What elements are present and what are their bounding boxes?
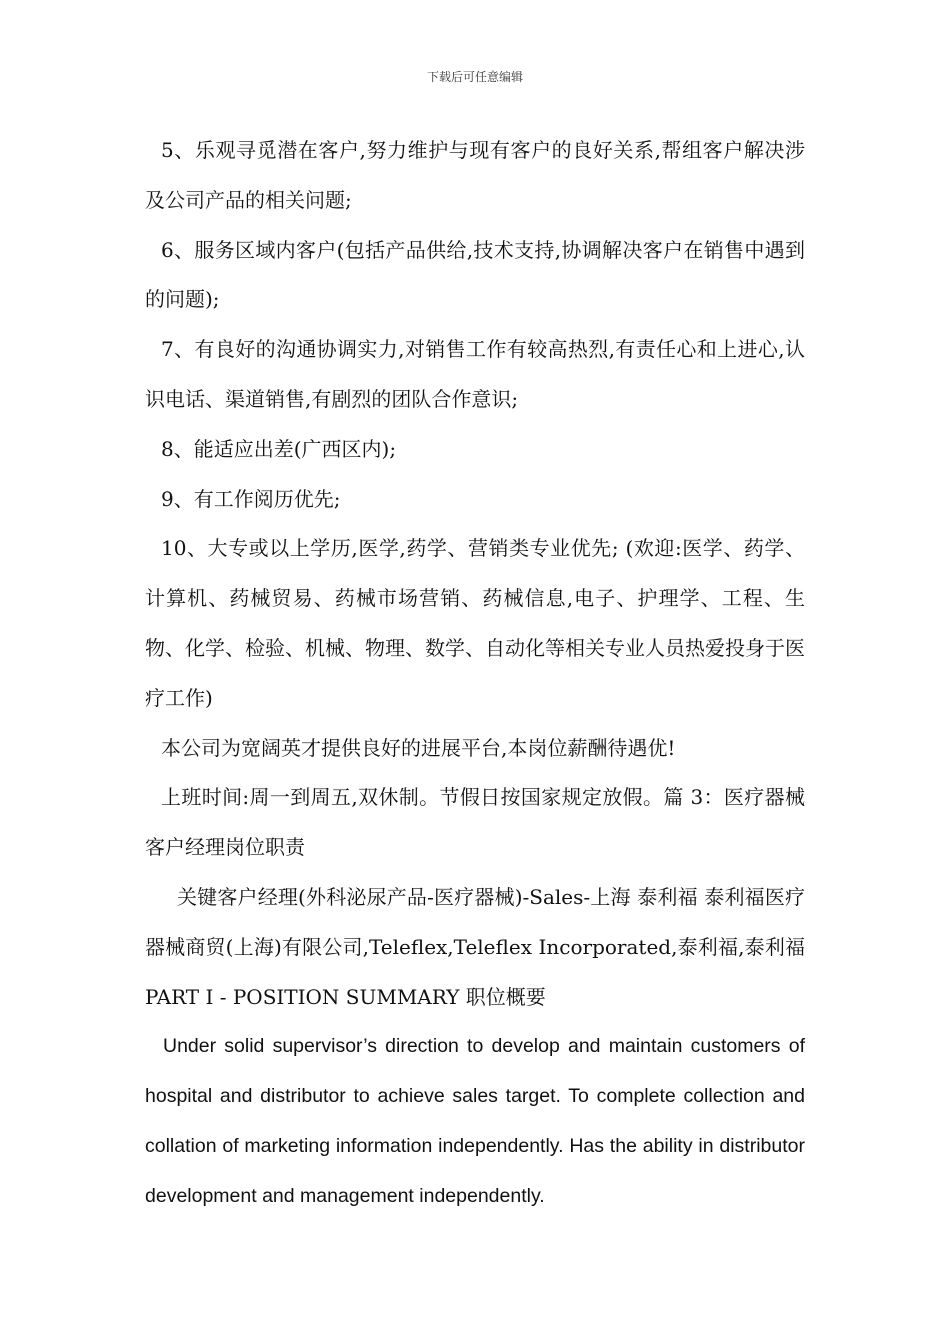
paragraph-work-hours: 上班时间:周一到周五,双休制。节假日按国家规定放假。篇 3：医疗器械客户经理岗位职责 (145, 785, 805, 860)
paragraph-item-9: 9、有工作阅历优先; (161, 486, 341, 511)
paragraph-item-7: 7、有良好的沟通协调实力,对销售工作有较高热烈,有责任心和上进心,认识电话、渠道销售,有剧烈的团队合作意识; (145, 337, 805, 411)
paragraph-company-offer: 本公司为宽阔英才提供良好的进展平台,本岗位薪酬待遇优! (161, 735, 676, 760)
paragraph-job-title: 关键客户经理(外科泌尿产品-医疗器械)-Sales-上海 泰利福 泰利福医疗器械商贸(上海)有限公司,Teleflex,Teleflex Incorporated,泰利福,泰利福 PART I - POSITION SUMMARY 职位概要 (145, 884, 805, 1009)
paragraph-item-10: 10、大专或以上学历,医学,药学、营销类专业优先; (欢迎:医学、药学、计算机、药械贸易、药械市场营销、药械信息,电子、护理学、工程、生物、化学、检验、机械、物理、数学、自动化等相关专业人员热爱投身于医疗工作) (145, 536, 805, 710)
paragraph-item-8: 8、能适应出差(广西区内); (161, 436, 397, 461)
paragraph-item-5: 5、乐观寻觅潜在客户,努力维护与现有客户的良好关系,帮组客户解决涉及公司产品的相关问题; (145, 138, 805, 212)
paragraph-item-6: 6、服务区域内客户(包括产品供给,技术支持,协调解决客户在销售中遇到的问题); (145, 237, 805, 312)
header-note: 下载后可任意编辑 (426, 70, 523, 84)
document-body (145, 126, 805, 1222)
paragraph-position-summary: Under solid supervisor’s direction to develop and maintain customers of hospital and distributor to achieve sales target. To complete collection and collation of marketing information independently. Has the ability in distributor development and management independently. (145, 1035, 805, 1207)
